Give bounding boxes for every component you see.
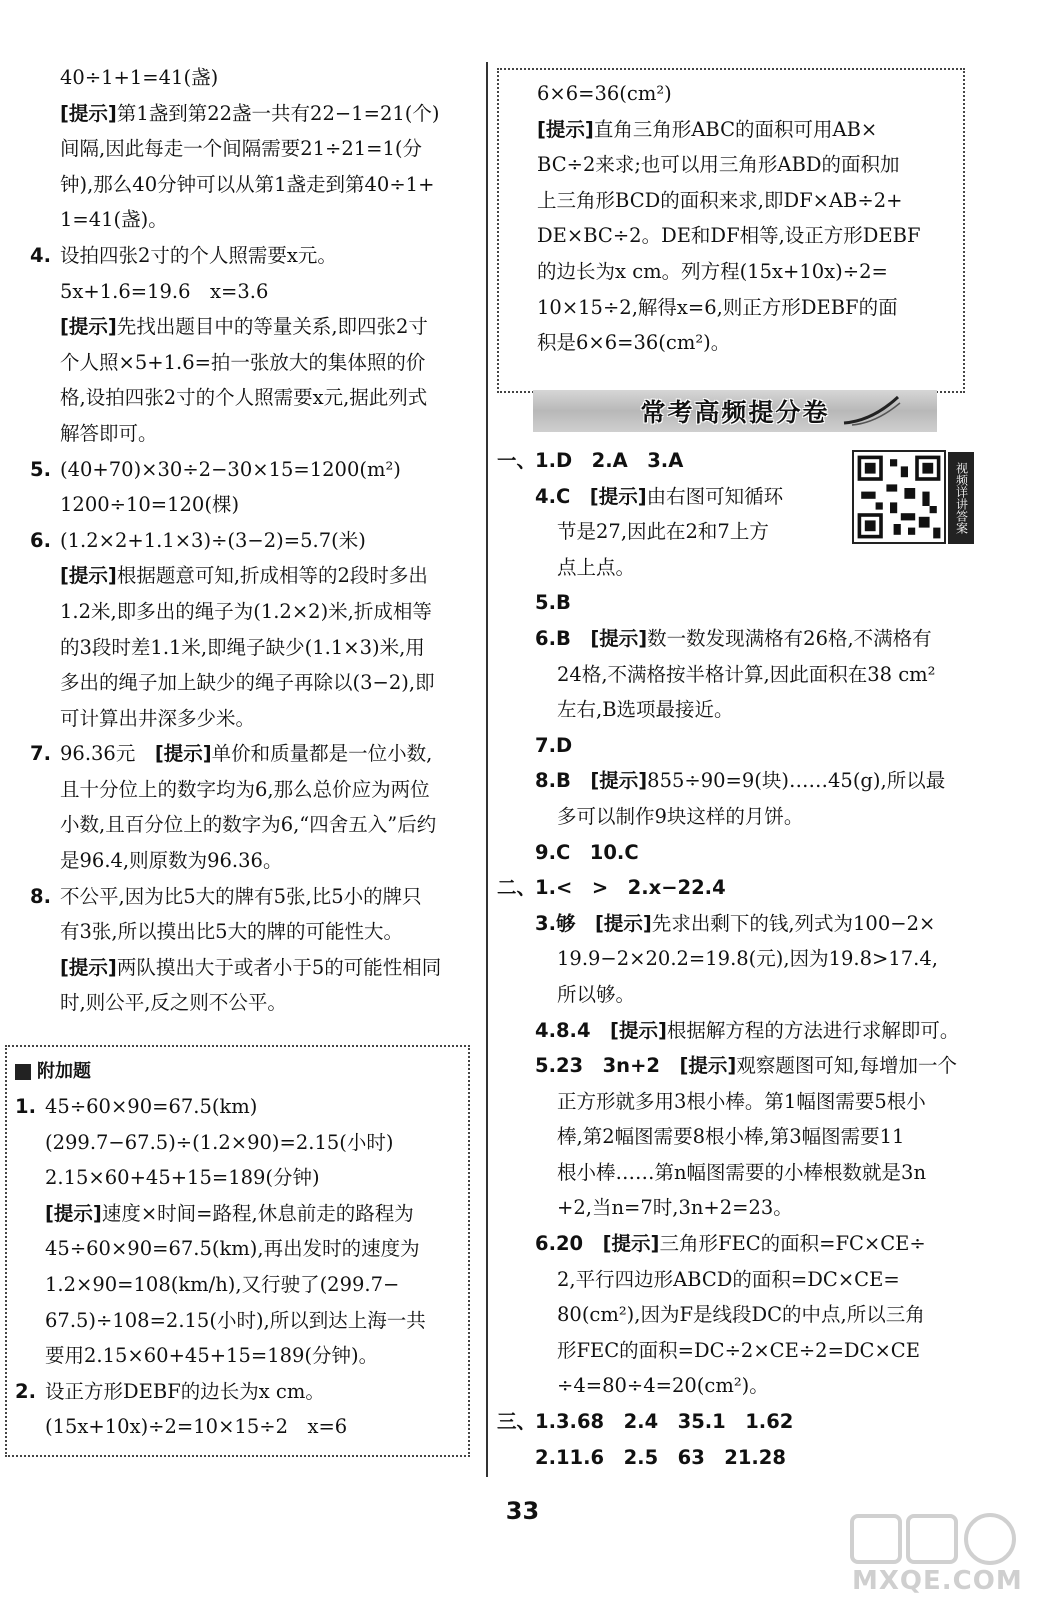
text-line: 6×6=36(cm²): [537, 82, 672, 105]
text-line: 是96.4,则原数为96.36。: [60, 849, 283, 873]
text-line: 左右,B选项最接近。: [557, 698, 734, 722]
text-line: DE×BC÷2。DE和DF相等,设正方形DEBF: [537, 224, 921, 248]
answer-row: 4.8.4 [提示]根据解方程的方法进行求解即可。: [535, 1018, 960, 1042]
tip-label: [提示]: [610, 1018, 667, 1042]
answer-row: 2.11.6 2.5 63 21.28: [535, 1445, 786, 1469]
text-line: 2,平行四边形ABCD的面积=DC×CE=: [557, 1267, 900, 1291]
text-line: [提示]速度×时间=路程,休息前走的路程为: [45, 1201, 414, 1225]
text-line: 正方形就多用3根小棒。第1幅图需要5根小: [557, 1089, 926, 1113]
tip-label: [提示]: [602, 1232, 660, 1256]
text-line: 点上点。: [557, 555, 636, 579]
text-line: 有3张,所以摸出比5大的牌的可能性大。: [60, 920, 404, 944]
text-line: 10×15÷2,解得x=6,则正方形DEBF的面: [537, 295, 898, 319]
answer-row: 4.C [提示]由右图可知循环: [535, 484, 784, 508]
text-line: 所以够。: [557, 982, 636, 1006]
tip-label: [提示]: [154, 742, 212, 766]
banner-swoosh-icon: [842, 393, 902, 429]
text-line: 多可以制作9块这样的月饼。: [557, 804, 804, 828]
tip-label: [提示]: [590, 769, 648, 793]
text-line: 1=41(盏)。: [60, 208, 168, 232]
text-line: 的3段时差1.1米,即绳子缺少(1.1×3)米,用: [60, 635, 425, 659]
column-divider: [486, 62, 488, 1477]
answer-row: 8.B [提示]855÷90=9(块)……45(g),所以最: [535, 769, 946, 793]
addon-title: 附加题: [7, 1055, 468, 1089]
tip-label: [提示]: [60, 315, 117, 339]
text-line: 的边长为x cm。列方程(15x+10x)÷2=: [537, 259, 888, 283]
text-line: 2.15×60+45+15=189(分钟): [45, 1166, 320, 1190]
section-two-row: 二、1.< > 2.x−22.4: [497, 876, 726, 900]
text-line: [提示]直角三角形ABC的面积可用AB×: [537, 117, 878, 141]
tip-label: [提示]: [60, 564, 117, 588]
question-4: 4. 设拍四张2寸的个人照需要x元。: [30, 243, 337, 267]
text-line: 积是6×6=36(cm²)。: [537, 331, 731, 355]
continued-answer-box: [497, 68, 965, 393]
page-number: 33: [505, 1497, 540, 1525]
answer-row: 3.够 [提示]先求出剩下的钱,列式为100−2×: [535, 911, 936, 935]
addon-question-1: 1. 45÷60×90=67.5(km): [15, 1095, 258, 1118]
text-line: 67.5)÷108=2.15(小时),所以到达上海一共: [45, 1308, 426, 1332]
text-line: 可计算出井深多少米。: [60, 706, 256, 730]
answer-row: 6.20 [提示]三角形FEC的面积=FC×CE÷: [535, 1232, 926, 1256]
qr-label: 视频详讲答案: [948, 452, 974, 544]
text-line: 24格,不满格按半格计算,因此面积在38 cm²: [557, 662, 936, 686]
text-line: BC÷2来求;也可以用三角形ABD的面积加: [537, 153, 900, 177]
text-line: 形FEC的面积=DC÷2×CE÷2=DC×CE: [557, 1338, 920, 1362]
text-line: [提示]先找出题目中的等量关系,即四张2寸: [60, 315, 428, 339]
section-one-row: 一、1.D 2.A 3.A: [497, 449, 684, 472]
text-line: 节是27,因此在2和7上方: [557, 520, 769, 544]
answer-row: 9.C 10.C: [535, 840, 639, 864]
text-line: 19.9−2×20.2=19.8(元),因为19.8>17.4,: [557, 947, 938, 971]
question-8: 8. 不公平,因为比5大的牌有5张,比5小的牌只: [30, 884, 422, 908]
text-line: (15x+10x)÷2=10×15÷2 x=6: [45, 1415, 348, 1439]
text-line: 1.2米,即多出的绳子为(1.2×2)米,折成相等: [60, 599, 432, 623]
text-line: 个人照×5+1.6=拍一张放大的集体照的价: [60, 350, 426, 374]
text-line: 1.2×90=108(km/h),又行驶了(299.7−: [45, 1272, 400, 1296]
text-line: [提示]根据题意可知,折成相等的2段时多出: [60, 564, 428, 588]
tip-label: [提示]: [537, 117, 594, 141]
text-line: ÷4=80÷4=20(cm²)。: [557, 1374, 769, 1398]
text-line: 1200÷10=120(棵): [60, 493, 240, 517]
section-three-row: 三、1.3.68 2.4 35.1 1.62: [497, 1410, 794, 1434]
text-line: 间隔,因此每走一个间隔需要21÷21=1(分: [60, 137, 423, 161]
text-line: 45÷60×90=67.5(km),再出发时的速度为: [45, 1237, 420, 1261]
text-line: [提示]两队摸出大于或者小于5的可能性相同: [60, 955, 442, 979]
answer-row: 6.B [提示]数一数发现满格有26格,不满格有: [535, 626, 932, 650]
text-line: 5x+1.6=19.6 x=3.6: [60, 279, 269, 303]
answer-row: 7.D: [535, 733, 573, 757]
addon-question-2: 2. 设正方形DEBF的边长为x cm。: [15, 1379, 325, 1403]
tip-label: [提示]: [60, 101, 117, 125]
text-line: 80(cm²),因为F是线段DC的中点,所以三角: [557, 1303, 925, 1327]
left-column: [30, 60, 475, 1021]
answer-row: 5.B: [535, 591, 571, 615]
text-line: 解答即可。: [60, 421, 158, 445]
tip-label: [提示]: [679, 1054, 737, 1078]
tip-label: [提示]: [590, 626, 648, 650]
text-line: +2,当n=7时,3n+2=23。: [557, 1196, 793, 1220]
text-line: 要用2.15×60+45+15=189(分钟)。: [45, 1344, 379, 1368]
text-line: 格,设拍四张2寸的个人照需要x元,据此列式: [60, 386, 428, 410]
tip-label: [提示]: [594, 911, 652, 935]
text-line: 上三角形BCD的面积来求,即DF×AB÷2+: [537, 188, 903, 212]
text-line: (299.7−67.5)÷(1.2×90)=2.15(小时): [45, 1130, 394, 1154]
text-line: 且十分位上的数字均为6,那么总价应为两位: [60, 777, 430, 801]
question-6: 6. (1.2×2+1.1×3)÷(3−2)=5.7(米): [30, 528, 366, 552]
question-7: 7. 96.36元 [提示]单价和质量都是一位小数,: [30, 742, 433, 766]
text-line: 多出的绳子加上缺少的绳子再除以(3−2),即: [60, 671, 435, 695]
text-line: 40÷1+1=41(盏): [60, 66, 219, 89]
tip-label: [提示]: [45, 1201, 102, 1225]
text-line: 根小棒……第n幅图需要的小棒根数就是3n: [557, 1160, 927, 1184]
square-marker-icon: [15, 1064, 31, 1080]
text-line: 钟),那么40分钟可以从第1盏走到第40÷1+: [60, 172, 435, 196]
right-answers: [497, 443, 987, 1475]
banner-title: 常考高频提分卷: [640, 398, 830, 427]
text-line: 时,则公平,反之则不公平。: [60, 991, 287, 1015]
tip-label: [提示]: [60, 955, 117, 979]
tip-label: [提示]: [589, 484, 647, 508]
text-line: 棒,第2幅图需要8根小棒,第3幅图需要11: [557, 1125, 905, 1149]
answer-row: 5.23 3n+2 [提示]观察题图可知,每增加一个: [535, 1054, 958, 1078]
text-line: [提示]第1盏到第22盏一共有22−1=21(个): [60, 101, 440, 125]
addon-box: [5, 1045, 470, 1457]
question-5: 5. (40+70)×30÷2−30×15=1200(m²): [30, 457, 401, 481]
text-line: 小数,且百分位上的数字为6,“四舍五入”后约: [60, 813, 437, 837]
watermark-text: MXQE.COM: [852, 1566, 1023, 1596]
